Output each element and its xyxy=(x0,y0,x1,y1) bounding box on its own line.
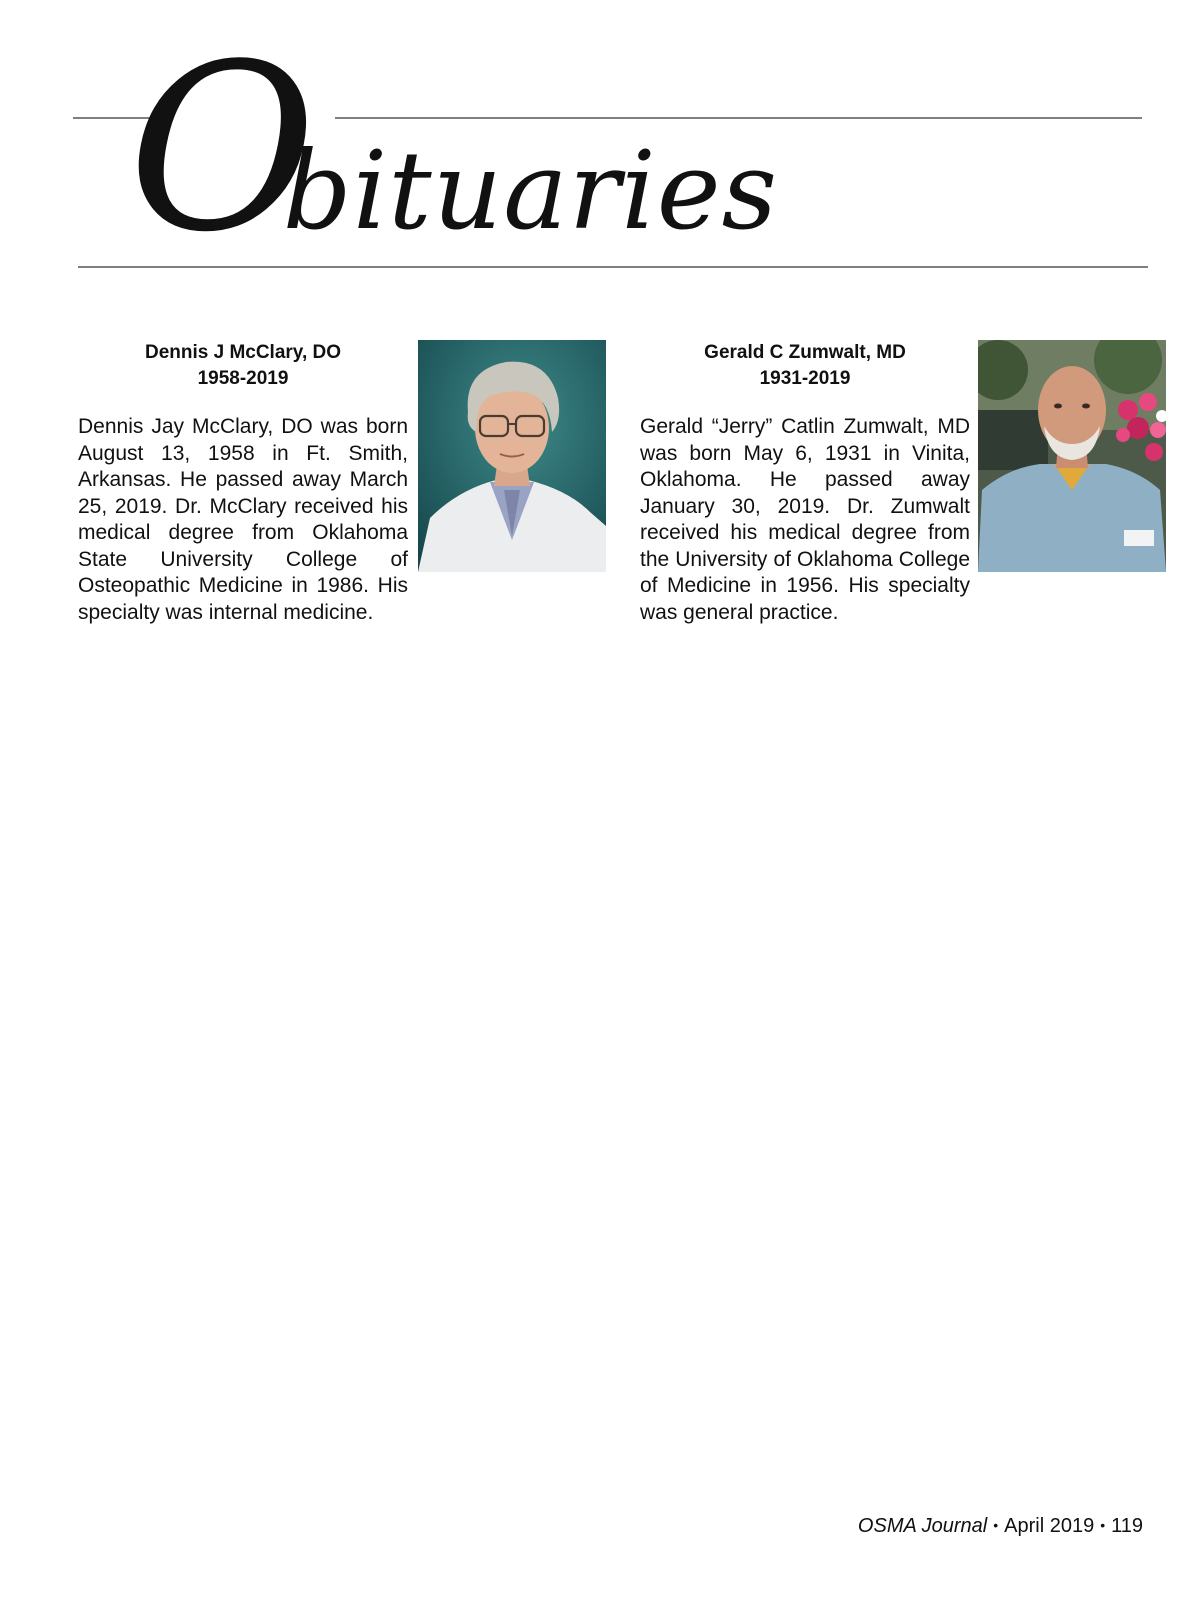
obituary-years: 1931-2019 xyxy=(759,368,851,389)
footer-journal-name: OSMA Journal xyxy=(857,1515,988,1537)
footer-date: April 2019 xyxy=(1004,1515,1095,1537)
page-title-initial: O xyxy=(128,16,283,283)
obituary-text xyxy=(78,340,408,626)
page-title-rest: bituaries xyxy=(282,129,779,254)
portrait-photo xyxy=(418,340,606,572)
portrait-image xyxy=(418,340,606,572)
page-footer xyxy=(858,1512,1143,1539)
obituary-years: 1958-2019 xyxy=(197,368,289,389)
obituary-name: Gerald C Zumwalt, MD xyxy=(704,342,906,363)
page-title xyxy=(128,16,779,283)
footer-page-number: 119 xyxy=(1111,1515,1143,1537)
portrait-photo xyxy=(978,340,1166,572)
masthead xyxy=(0,0,1200,300)
footer-separator: • xyxy=(993,1517,999,1533)
footer-separator: • xyxy=(1100,1517,1106,1533)
portrait-image xyxy=(978,340,1166,572)
obituary-name: Dennis J McClary, DO xyxy=(144,342,342,363)
obituary-body: Dennis Jay McClary, DO was born August 13, 1958 in Ft. Smith, Arkansas. He passed away March 25, 2019. Dr. McClary received his medical degree from Oklahoma State University College of Osteopathic Medicine in 1986. His specialty was internal medicine. xyxy=(78,415,408,624)
obituary-body: Gerald “Jerry” Catlin Zumwalt, MD was born May 6, 1931 in Vinita, Oklahoma. He passed away January 30, 2019. Dr. Zumwalt received his medical degree from the University of Oklahoma College of Medicine in 1956. His specialty was general practice. xyxy=(640,415,970,624)
obituary-text xyxy=(640,340,970,626)
